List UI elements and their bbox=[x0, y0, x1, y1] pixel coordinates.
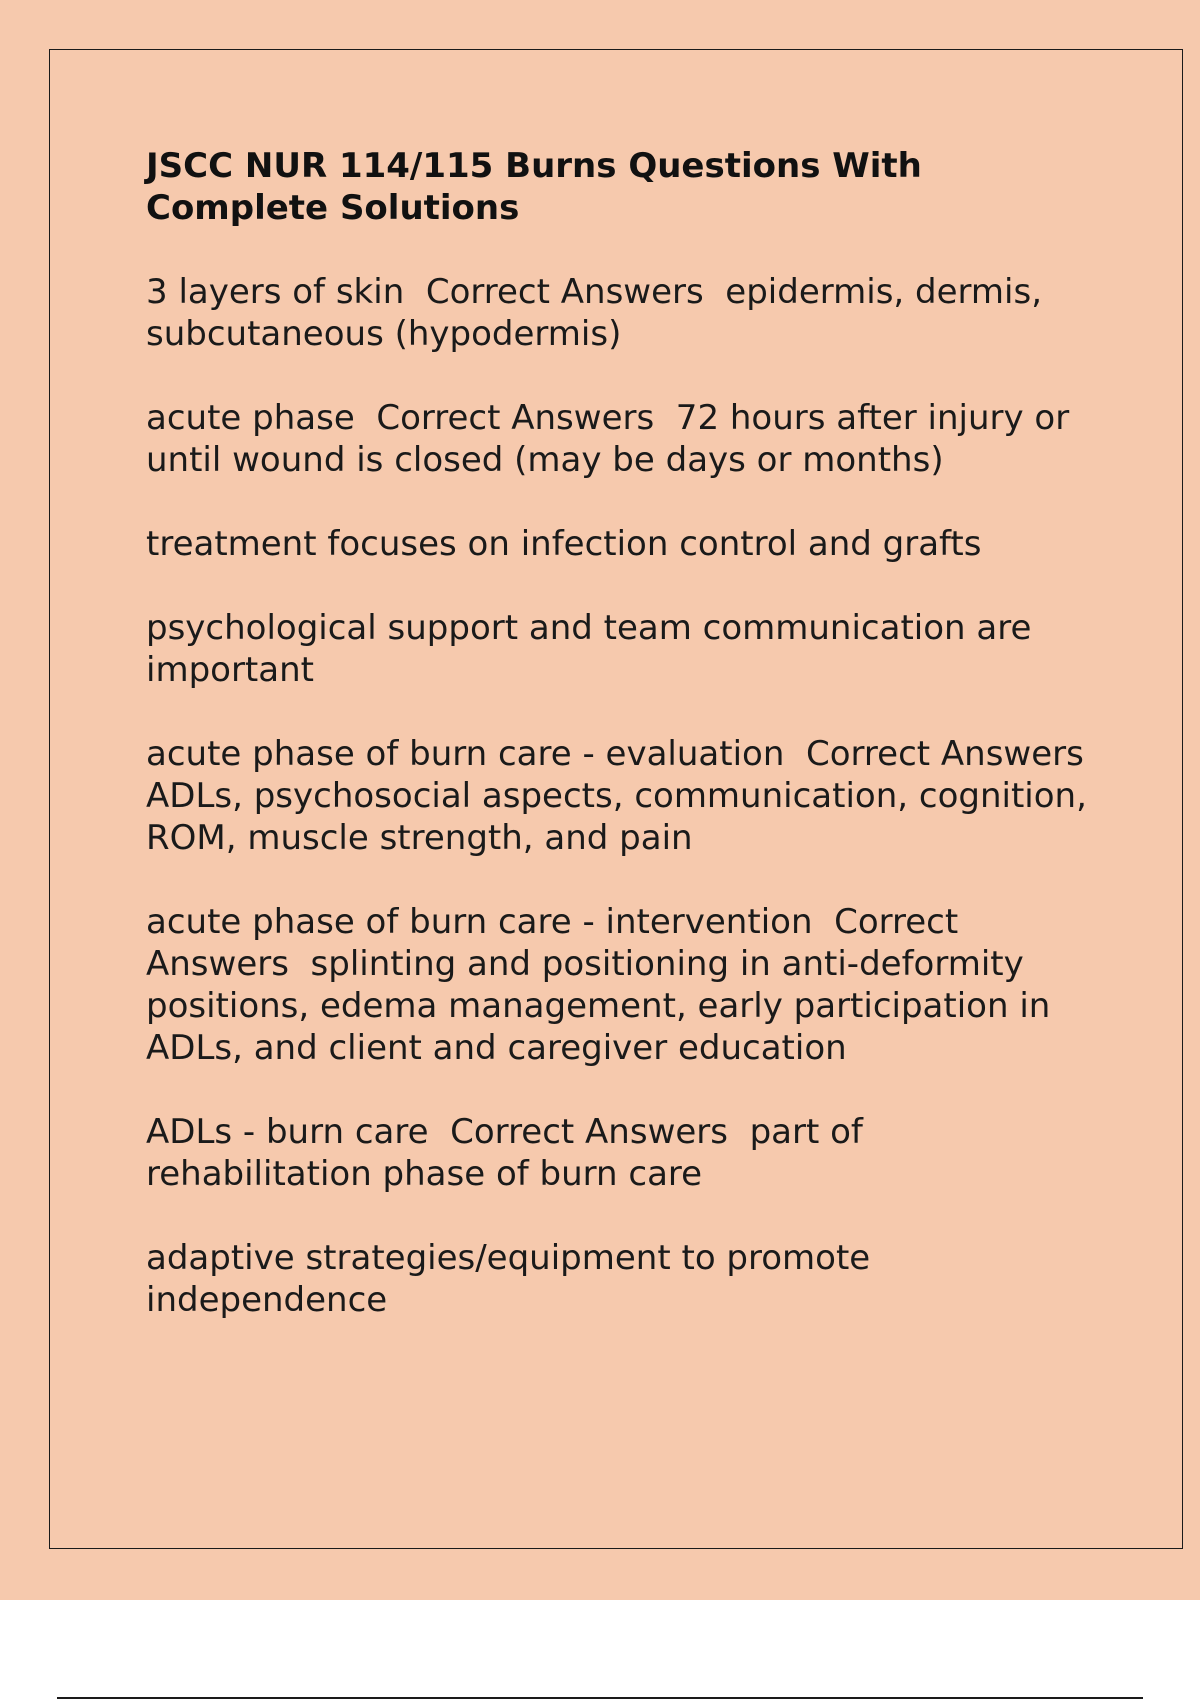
answer-paragraph-evaluation: acute phase of burn care - evaluation Correct Answers ADLs, psychosocial aspects, communication, cognition, ROM, muscle strength, and pain bbox=[146, 734, 1106, 858]
document-title: JSCC NUR 114/115 Burns Questions With Complete Solutions bbox=[146, 146, 922, 228]
answer-paragraph-skin-layers: 3 layers of skin Correct Answers epidermis, dermis, subcutaneous (hypodermis) bbox=[146, 272, 1053, 354]
answer-paragraph-intervention: acute phase of burn care - intervention Correct Answers splinting and positioning in anti-deformity positions, edema management, early participation in ADLs, and client and caregiver education bbox=[146, 902, 1062, 1068]
footer-divider bbox=[57, 1697, 1143, 1699]
answer-paragraph-acute-phase: acute phase Correct Answers 72 hours after injury or until wound is closed (may be days or months) bbox=[146, 398, 1081, 480]
answer-paragraph-psychological-support: psychological support and team communication are important bbox=[146, 608, 1043, 690]
answer-paragraph-treatment-focus: treatment focuses on infection control and grafts bbox=[146, 524, 982, 564]
answer-paragraph-adls: ADLs - burn care Correct Answers part of rehabilitation phase of burn care bbox=[146, 1112, 874, 1194]
answer-paragraph-adaptive-strategies: adaptive strategies/equipment to promote independence bbox=[146, 1238, 882, 1320]
document-body bbox=[146, 145, 1106, 1363]
